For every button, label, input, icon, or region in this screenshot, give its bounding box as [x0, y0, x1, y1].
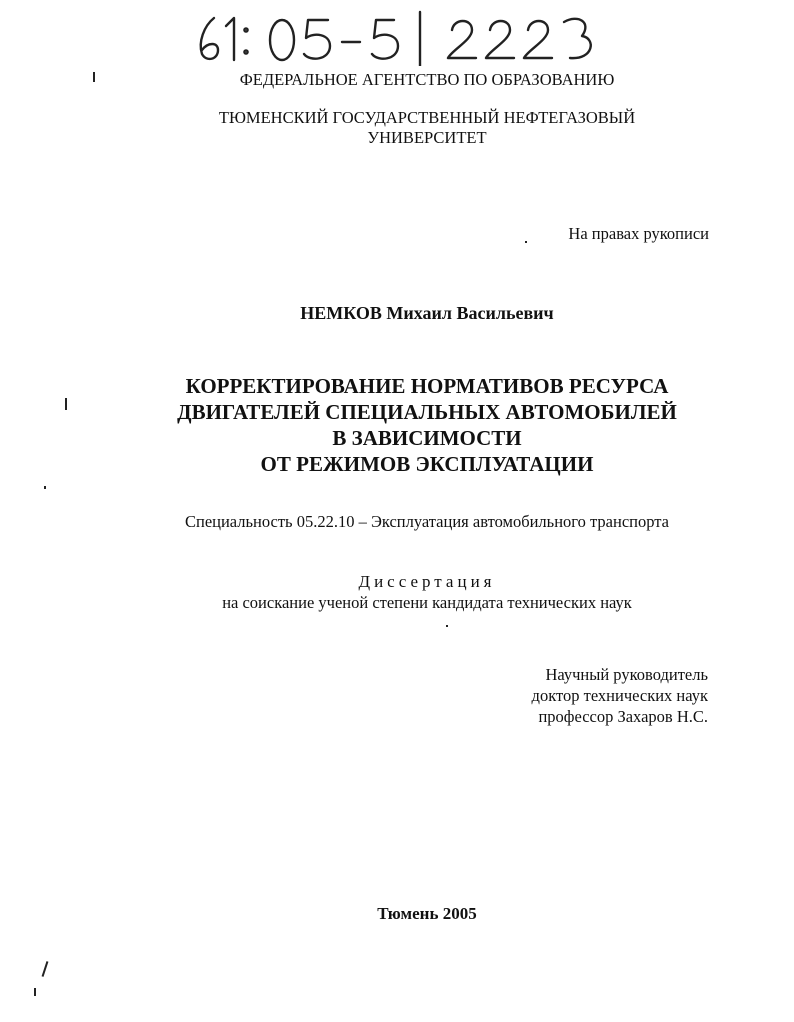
title-line-3: В ЗАВИСИМОСТИ [332, 426, 522, 450]
university-name-line-2: УНИВЕРСИТЕТ [367, 128, 487, 147]
supervisor-block [532, 664, 708, 727]
scan-speck [525, 241, 527, 243]
title-line-1: КОРРЕКТИРОВАНИЕ НОРМАТИВОВ РЕСУРСА [185, 374, 669, 398]
scan-speck [446, 625, 448, 627]
handwritten-archive-code [190, 8, 610, 66]
university-name-line-1: ТЮМЕНСКИЙ ГОСУДАРСТВЕННЫЙ НЕФТЕГАЗОВЫЙ [218, 108, 636, 127]
dissertation-label: Диссертация [358, 572, 496, 591]
scan-speck [34, 988, 36, 996]
university-name [0, 108, 794, 148]
specialty: Специальность 05.22.10 – Эксплуатация автомобильного транспорта [184, 512, 669, 531]
scan-speck [44, 486, 46, 489]
supervisor-role: Научный руководитель [545, 665, 708, 684]
scan-speck [42, 961, 49, 977]
author-name: НЕМКОВ Михаил Васильевич [300, 303, 554, 323]
supervisor-degree: доктор технических наук [531, 686, 708, 705]
title-line-4: ОТ РЕЖИМОВ ЭКСПЛУАТАЦИИ [260, 452, 594, 476]
scan-speck [65, 398, 67, 410]
supervisor-name: профессор Захаров Н.С. [538, 707, 708, 726]
rights-notice: На правах рукописи [568, 224, 709, 243]
scan-speck [93, 72, 95, 82]
title-line-2: ДВИГАТЕЛЕЙ СПЕЦИАЛЬНЫХ АВТОМОБИЛЕЙ [177, 400, 677, 424]
city-year: Тюмень 2005 [377, 904, 477, 923]
handwritten-code-drawing [190, 8, 610, 66]
degree-statement: на соискание ученой степени кандидата технических наук [222, 593, 632, 612]
dissertation-title [0, 373, 794, 477]
agency-name: ФЕДЕРАЛЬНОЕ АГЕНТСТВО ПО ОБРАЗОВАНИЮ [239, 70, 615, 89]
